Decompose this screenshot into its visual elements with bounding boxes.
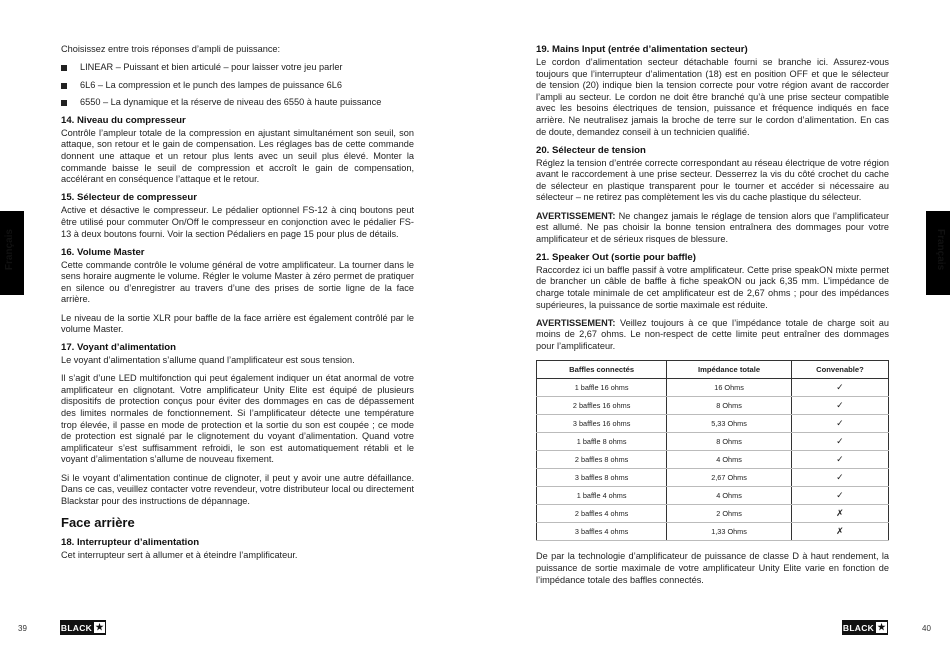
- table-cell: 4 Ohms: [667, 451, 792, 469]
- list-item: [61, 62, 414, 74]
- table-cell: 3 baffles 4 ohms: [537, 523, 667, 541]
- page-number-left: 39: [18, 624, 27, 633]
- star-icon: ★: [877, 622, 886, 632]
- check-icon: ✓: [791, 379, 888, 397]
- table-cell: 3 baffles 8 ohms: [537, 469, 667, 487]
- bullet-text: LINEAR – Puissant et bien articulé – pour laisser votre jeu parler: [80, 62, 343, 73]
- list-item: [61, 80, 414, 92]
- list-item: [61, 97, 414, 109]
- table-row: [537, 433, 889, 451]
- section-15-text: Active et désactive le compresseur. Le pédalier optionnel FS-12 à cinq boutons peut être utilisé pour commuter On/Off le compresseur en conjonction avec le pédalier FS-13 à deux boutons fourni. Voir la section Pédaliers en page 15 pour plus de détails.: [61, 205, 414, 239]
- section-16-text-2: Le niveau de la sortie XLR pour baffle de la face arrière est également contrôlé par le volume Master.: [61, 312, 414, 335]
- table-row: [537, 415, 889, 433]
- section-21-title: 21. Speaker Out (sortie pour baffle): [536, 251, 696, 263]
- table-cell: 8 Ohms: [667, 397, 792, 415]
- blackstar-logo-right: [842, 620, 888, 635]
- star-icon: ★: [95, 622, 104, 632]
- check-icon: ✓: [791, 415, 888, 433]
- face-arriere-heading: Face arrière: [61, 515, 135, 531]
- bullet-icon: [61, 65, 67, 71]
- warning-2: [536, 318, 889, 353]
- table-cell: 2 baffles 4 ohms: [537, 505, 667, 523]
- cross-icon: ✗: [791, 523, 888, 541]
- section-17-text: Le voyant d’alimentation s’allume quand l’amplificateur est sous tension.: [61, 355, 355, 366]
- column-header: Convenable?: [791, 361, 888, 379]
- section-14-title: 14. Niveau du compresseur: [61, 114, 186, 126]
- section-14-text: Contrôle l’ampleur totale de la compression en ajustant simultanément son seuil, son attaque, son retour et le gain de compensation. Les réglages bas de cette commande donnent une attaque et un retour plus lents avec un seuil plus élevé. Monter la commande baisse le seuil de compression et accroît le gain de compensation, accélérant en conséquence l’attaque et le retour.: [61, 127, 414, 185]
- section-18-title: 18. Interrupteur d’alimentation: [61, 536, 200, 548]
- bullet-list: [61, 62, 414, 109]
- section-17-title: 17. Voyant d’alimentation: [61, 342, 176, 354]
- bullet-icon: [61, 100, 67, 106]
- language-tab-label-left: Français: [4, 229, 15, 271]
- section-15-title: 15. Sélecteur de compresseur: [61, 192, 197, 204]
- table-cell: 1,33 Ohms: [667, 523, 792, 541]
- table-cell: 2 Ohms: [667, 505, 792, 523]
- check-icon: ✓: [791, 451, 888, 469]
- table-cell: 1 baffle 16 ohms: [537, 379, 667, 397]
- bullet-text: 6L6 – La compression et le punch des lampes de puissance 6L6: [80, 79, 343, 90]
- logo-text: BLACK: [842, 622, 875, 633]
- warning-label: AVERTISSEMENT:: [536, 317, 616, 328]
- table-row: [537, 397, 889, 415]
- closing-text: De par la technologie d’amplificateur de puissance de classe D à haut rendement, la puissance de sortie maximale de votre amplificateur Unity Elite varie en fonction de l’impédance totale des baffles connectés.: [536, 551, 889, 585]
- bullet-text: 6550 – La dynamique et la réserve de niveau des 6550 à haute puissance: [80, 97, 382, 108]
- section-19-title: 19. Mains Input (entrée d’alimentation secteur): [536, 44, 748, 55]
- bullet-icon: [61, 83, 67, 89]
- table-row: [537, 487, 889, 505]
- section-21-text: Raccordez ici un baffle passif à votre amplificateur. Cette prise speakON mixte permet de brancher un câble de baffle à fiche speakON ou jack 6,35 mm. L’impédance de charge totale minimale de cet amplificateur est de 2,67 ohms ; pour des impédances supérieures, la puissance de sortie maximale est réduite.: [536, 264, 889, 310]
- check-icon: ✓: [791, 397, 888, 415]
- warning-1: [536, 211, 889, 246]
- cross-icon: ✗: [791, 505, 888, 523]
- left-column: [61, 44, 414, 568]
- impedance-table: [536, 360, 889, 541]
- section-17-text-2: Il s’agit d’une LED multifonction qui peut également indiquer un état anormal de votre amplificateur en clignotant. Votre amplificateur Unity Elite est équipé de plusieurs dispositifs de protection conçus pour éviter des dommages en cas de dépassement des limites normales de fonctionnement. Si l’amplificateur détecte une température trop élevée, il passe en mode de protection et la sortie du son est coupée ; ce mode de protection est signalé par le clignotement du voyant d’alimentation. Quand votre amplificateur s’est suffisamment refroidi, le son est automatiquement rétabli et le voyant d’alimentation s’allume de nouveau fixement.: [61, 373, 414, 465]
- table-row: [537, 379, 889, 397]
- table-row: [537, 523, 889, 541]
- section-16-title: 16. Volume Master: [61, 246, 145, 258]
- section-16-text: Cette commande contrôle le volume général de votre amplificateur. La tourner dans le sens horaire augmente le volume. Régler le volume Master à zéro permet de pratiquer en silence ou d’enregistrer au travers d’une des prises de sortie ligne de la face arrière.: [61, 259, 414, 305]
- warning-label: AVERTISSEMENT:: [536, 210, 616, 221]
- page-number-right: 40: [922, 624, 931, 633]
- table-cell: 3 baffles 16 ohms: [537, 415, 667, 433]
- check-icon: ✓: [791, 433, 888, 451]
- table-cell: 1 baffle 8 ohms: [537, 433, 667, 451]
- intro-text: Choisissez entre trois réponses d’ampli de puissance:: [61, 44, 281, 54]
- table-cell: 4 Ohms: [667, 487, 792, 505]
- column-header: Baffles connectés: [537, 361, 667, 379]
- language-tab-label-right: Français: [935, 229, 946, 271]
- check-icon: ✓: [791, 487, 888, 505]
- table-cell: 8 Ohms: [667, 433, 792, 451]
- warning-text: Ne changez jamais le réglage de tension alors que l’amplificateur est allumé. Ne pas choisir la bonne tension entraînera des dommages pour votre amplificateur et de sérieux risques de blessure.: [536, 210, 889, 244]
- section-20-title: 20. Sélecteur de tension: [536, 144, 646, 156]
- table-row: [537, 505, 889, 523]
- blackstar-logo-left: [60, 620, 106, 635]
- table-header-row: [537, 361, 889, 379]
- warning-text: Veillez toujours à ce que l’impédance totale de charge soit au moins de 2,67 ohms. Le non-respect de cette limite peut entraîner des dommages pour l’amplificateur.: [536, 317, 889, 351]
- table-row: [537, 451, 889, 469]
- column-header: Impédance totale: [667, 361, 792, 379]
- table-row: [537, 469, 889, 487]
- section-20-text: Réglez la tension d’entrée correcte correspondant au réseau électrique de votre région avant le raccordement à une prise secteur. Desserrez la vis du côté crochet du cache de sélecteur en plastique transparent pour le tourner et accéder si nécessaire au sélecteur – ne retirez pas complètement les vis du cache plastique du sélecteur.: [536, 157, 889, 203]
- table-cell: 2,67 Ohms: [667, 469, 792, 487]
- section-19-text: Le cordon d’alimentation secteur détachable fourni se branche ici. Assurez-vous toujours que l’interrupteur d’alimentation (18) est en position OFF et que le sélecteur de tension (20) indique bien la tension correcte pour votre région avant de raccorder l’ampli au secteur. Le cordon ne doit être branché qu’à une prise secteur compatible avec les besoins électriques de tension, puissance et fréquence indiqués en face arrière. Ne neutralisez jamais la broche de terre sur le cordon d’alimentation. En cas de doute, demandez conseil à un technicien qualifié.: [536, 57, 889, 137]
- logo-text: BLACK: [60, 622, 93, 633]
- table-cell: 1 baffle 4 ohms: [537, 487, 667, 505]
- section-18-text: Cet interrupteur sert à allumer et à éteindre l’amplificateur.: [61, 549, 298, 560]
- section-17-text-3: Si le voyant d’alimentation continue de clignoter, il peut y avoir une autre défaillance. Dans ce cas, veuillez contacter votre revendeur, votre distributeur local ou directement Blackstar pour des instructions de dépannage.: [61, 472, 414, 506]
- table-cell: 16 Ohms: [667, 379, 792, 397]
- check-icon: ✓: [791, 469, 888, 487]
- table-cell: 5,33 Ohms: [667, 415, 792, 433]
- table-cell: 2 baffles 16 ohms: [537, 397, 667, 415]
- right-column: [536, 44, 889, 593]
- table-cell: 2 baffles 8 ohms: [537, 451, 667, 469]
